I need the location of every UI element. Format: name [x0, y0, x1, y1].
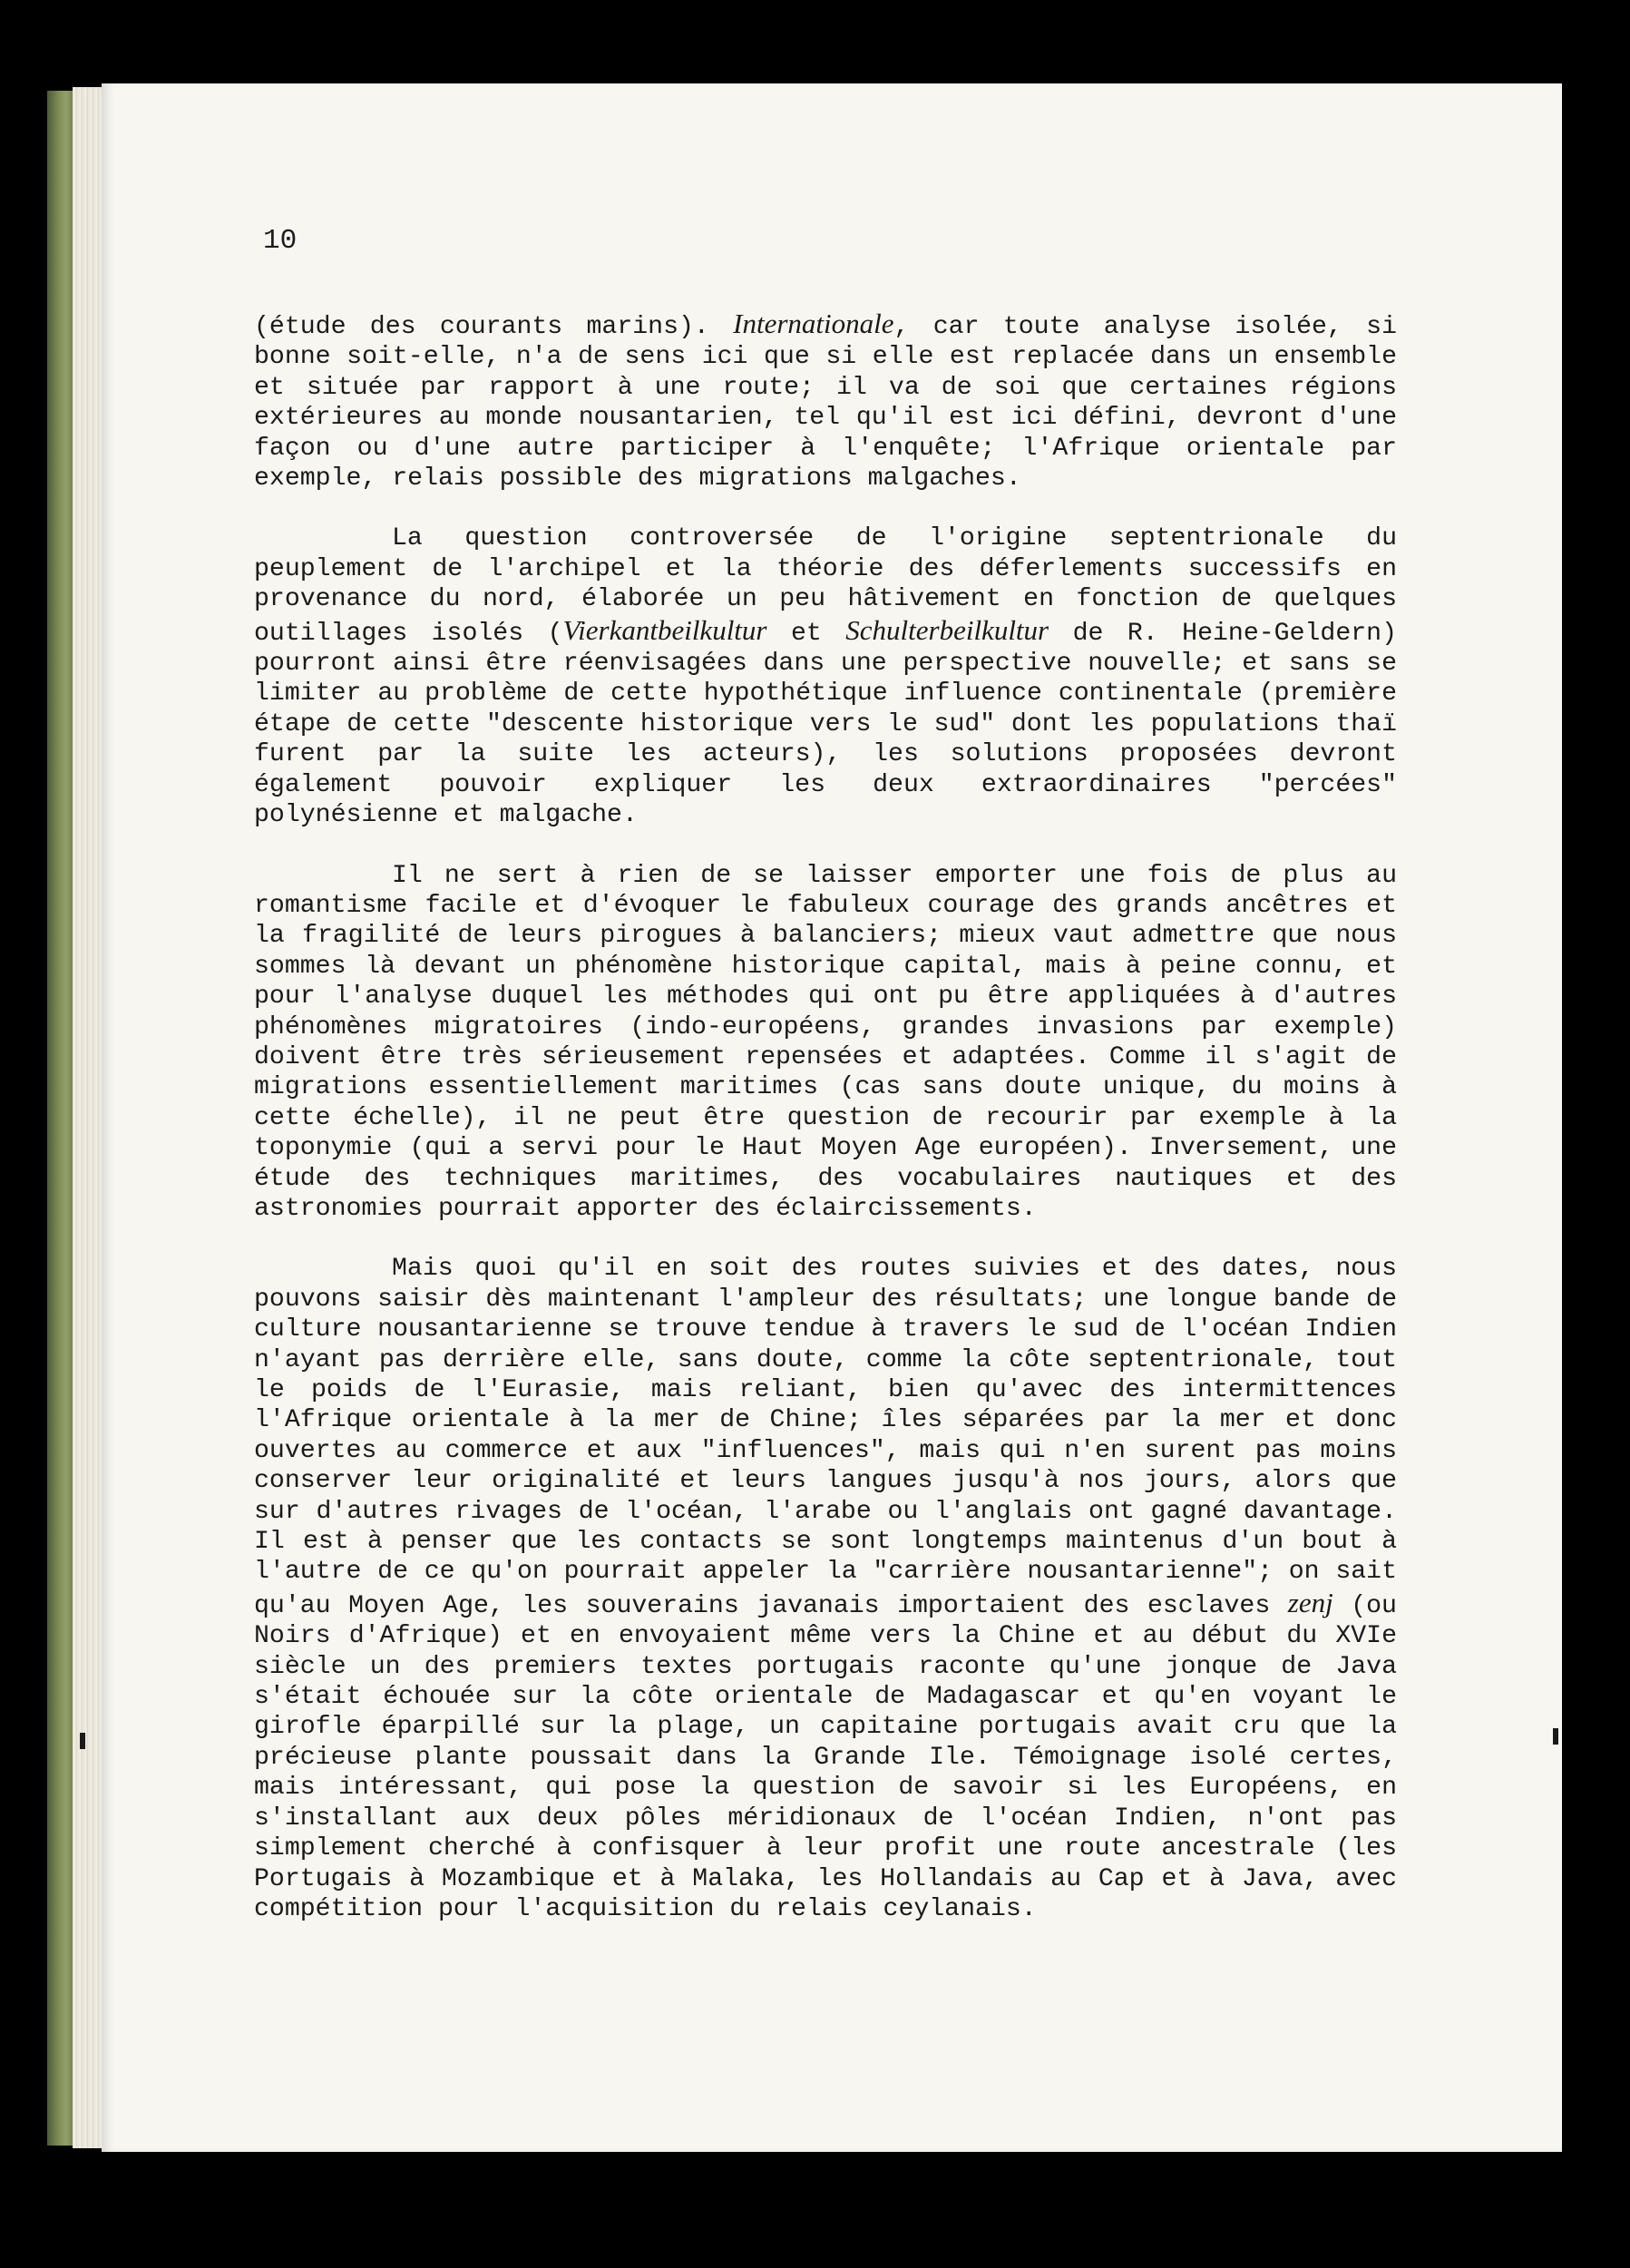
paragraph-text: Il ne sert à rien de se laisser emporter une fois de plus au romantisme facile et d'évoquer le fabuleux courage des grands ancêtres et la fragilité de leurs pirogues à balanciers; mieux vaut admettre que nous sommes là devant un phénomène historique capital, mais à peine connu, et pour l'analyse duquel les méthodes qui ont pu être appliquées à d'autres phénomènes migratoires (indo-européens, grandes invasions par exemple) doivent être très sérieusement repensées et adaptées. Comme il s'agit de migrations essentiellement maritimes (cas sans doute unique, du moins à cette échelle), il ne peut être question de recourir par exemple à la toponymie (qui a servi pour le Haut Moyen Age européen). Inversement, une étude des techniques maritimes, des vocabulaires nautiques et des astronomies pourrait apporter des éclaircissements. — [254, 861, 1397, 1223]
paragraph-text: (étude des courants marins). — [254, 313, 734, 341]
body-paragraph — [254, 1254, 1397, 1924]
italic-term: Schulterbeilkultur — [845, 613, 1049, 646]
paragraph-text: et — [766, 619, 846, 648]
paragraph-text: La question controversée de l'origine septentrionale du peuplement de l'archipel et la théorie des déferlements successifs en provenance du nord, élaborée un peu hâtivement en fonction de quelques outillages isolés ( — [254, 524, 1397, 648]
italic-term: Vierkantbeilkultur — [562, 613, 767, 646]
body-paragraph — [254, 308, 1397, 494]
body-paragraph — [254, 861, 1397, 1225]
page-number: 10 — [263, 225, 298, 257]
paragraph-text: (ou Noirs d'Afrique) et en envoyaient même vers la Chine et au début du XVIe siècle un des premiers textes portugais raconte qu'une jonque de Java s'était échouée sur la côte orientale de Madagascar et qu'en voyant le girofle éparpillé sur la plage, un capitaine portugais avait cru que la précieuse plante poussait dans la Grande Ile. Témoignage isolé certes, mais intéressant, qui pose la question de savoir si les Européens, en s'installant aux deux pôles méridionaux de l'océan Indien, n'ont pas simplement cherché à confisquer à leur profit une route ancestrale (les Portugais à Mozambique et à Malaka, les Hollandais au Cap et à Java, avec compétition pour l'acquisition du relais ceylanais. — [254, 1591, 1397, 1923]
left-edge-mark — [80, 1733, 85, 1749]
page-body-text — [254, 308, 1397, 1924]
paragraph-text: Mais quoi qu'il en soit des routes suivies et des dates, nous pouvons saisir dès maintenant l'ampleur des résultats; une longue bande de culture nousantarienne se trouve tendue à travers le sud de l'océan Indien n'ayant pas derrière elle, sans doute, comme la côte septentrionale, tout le poids de l'Eurasie, mais reliant, bien qu'avec des intermittences l'Afrique orientale à la mer de Chine; îles séparées par la mer et donc ouvertes au commerce et aux "influences", mais qui n'en surent pas moins conserver leur originalité et leurs langues jusqu'à nos jours, alors que sur d'autres rivages de l'océan, l'arabe ou l'anglais ont gagné davantage. Il est à penser que les contacts se sont longtemps maintenus d'un bout à l'autre de ce qu'on pourrait appeler la "carrière nousantarienne"; on sait qu'au Moyen Age, les souverains javanais importaient des esclaves — [254, 1255, 1397, 1620]
body-paragraph — [254, 523, 1397, 830]
italic-term: zenj — [1287, 1586, 1333, 1618]
italic-term: Internationale — [733, 308, 894, 339]
right-edge-mark — [1553, 1728, 1558, 1745]
paragraph-text: de R. Heine-Geldern) pourront ainsi être réenvisagées dans une perspective nouvelle; et sans se limiter au problème de cette hypothétique influence continentale (première étape de cette "descente historique vers le sud" dont les populations thaï furent par la suite les acteurs), les solutions proposées devront également pouvoir expliquer les deux extraordinaires "percées" polynésienne et malgache. — [254, 619, 1397, 830]
book-spine-binding — [47, 91, 74, 2146]
paragraph-text: , car toute analyse isolée, si bonne soit-elle, n'a de sens ici que si elle est replacée dans un ensemble et située par rapport à une route; il va de soi que certaines régions extérieures au monde nousantarien, tel qu'il est ici défini, devront d'une façon ou d'une autre participer à l'enquête; l'Afrique orientale par exemple, relais possible des migrations malgaches. — [254, 313, 1397, 494]
